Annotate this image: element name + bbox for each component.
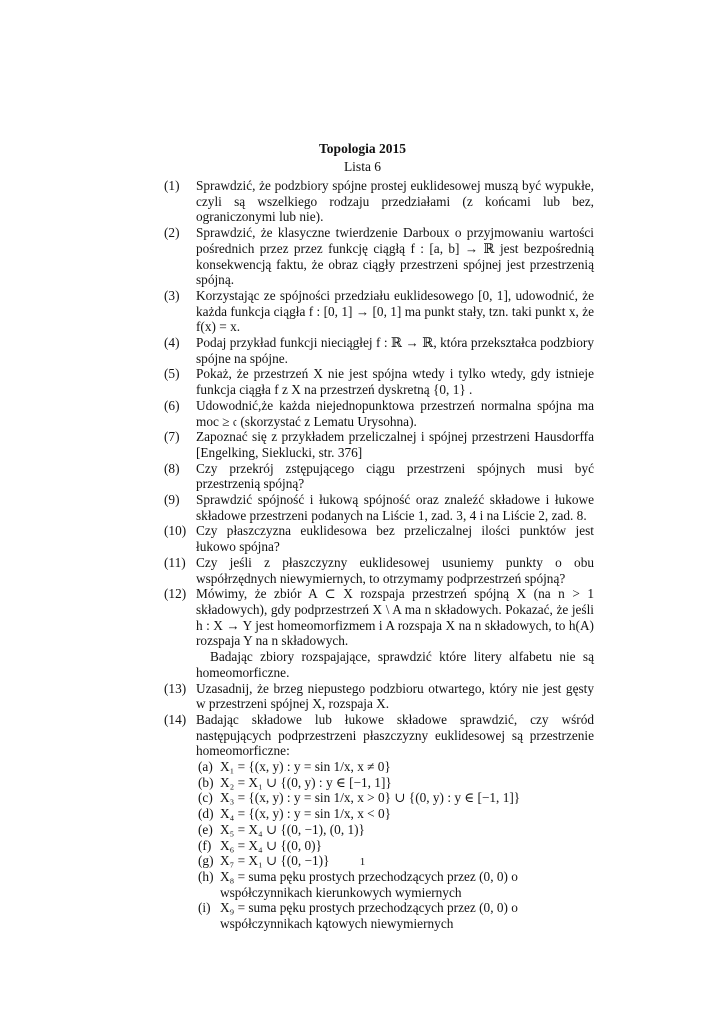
subitem-label: (c) — [198, 790, 213, 806]
subitem — [196, 806, 594, 822]
subitem-label: (f) — [198, 837, 212, 853]
page-number: 1 — [359, 856, 366, 868]
problem-item — [164, 398, 594, 429]
subitem-text: X₉ = suma pęku prostych przechodzących przez (0, 0) o współczynnikach kątowych niewymiernych — [220, 900, 518, 932]
subitem-text: X₁ = {(x, y) : y = sin 1/x, x ≠ 0} — [220, 759, 391, 775]
problem-text: Korzystając ze spójności przedziału euklidesowego [0, 1], udowodnić, że każda funkcja ciągła f : [0, 1] → [0, 1] ma punkt stały, tzn. taki punkt x, że f(x) = x. — [196, 287, 594, 335]
problem-number: (14) — [164, 711, 187, 727]
problem-number: (3) — [164, 287, 180, 303]
problem-text: Czy przekrój zstępującego ciągu przestrzeni spójnych musi być przestrzenią spójną? — [196, 460, 594, 492]
problem-list — [164, 178, 594, 932]
problem-item — [164, 523, 594, 554]
subitem — [196, 822, 594, 838]
subitem-label: (i) — [198, 900, 211, 916]
subitem-label: (e) — [198, 821, 213, 837]
problem-item — [164, 492, 594, 523]
problem-item — [164, 555, 594, 586]
subitem-label: (d) — [198, 806, 214, 822]
problem-item — [164, 586, 594, 680]
subitem-text: X₅ = X₄ ∪ {(0, −1), (0, 1)} — [220, 821, 365, 837]
problem-note: Badając zbiory rozspajające, sprawdzić które litery alfabetu nie są homeomorficzne. — [196, 649, 594, 680]
problem-item — [164, 366, 594, 397]
subitem — [196, 869, 594, 900]
problem-number: (7) — [164, 429, 180, 445]
problem-item — [164, 225, 594, 288]
subitem-text: X₈ = suma pęku prostych przechodzących przez (0, 0) o współczynnikach kierunkowych wymiernych — [220, 868, 518, 900]
subitem — [196, 900, 594, 931]
subitem-text: X₇ = X₁ ∪ {(0, −1)} — [220, 853, 330, 869]
problem-item — [164, 461, 594, 492]
problem-number: (2) — [164, 225, 180, 241]
subitem-label: (g) — [198, 853, 214, 869]
subitem — [196, 775, 594, 791]
problem-text: Zapoznać się z przykładem przeliczalnej i spójnej przestrzeni Hausdorffa [Engelking, Sieklucki, str. 376] — [196, 429, 594, 460]
problem-number: (10) — [164, 523, 187, 539]
problem-text: Czy jeśli z płaszczyzny euklidesowej usuniemy punkty o obu współrzędnych niewymiernych, to otrzymamy podprzestrzeń spójną? — [196, 554, 594, 586]
problem-number: (8) — [164, 460, 180, 476]
problem-number: (12) — [164, 586, 187, 602]
subitem — [196, 790, 594, 806]
problem-text: Sprawdzić, że klasyczne twierdzenie Darboux o przyjmowaniu wartości pośrednich przez przez funkcję ciągłą f : [a, b] → ℝ jest bezpośrednią konsekwencją faktu, że obraz ciągły przestrzeni spójnej jest przestrzenią spójną. — [196, 225, 594, 288]
problem-item — [164, 681, 594, 712]
subitem — [196, 759, 594, 775]
problem-text: Czy płaszczyzna euklidesowa bez przeliczalnej ilości punktów jest łukowo spójna? — [196, 523, 594, 555]
problem-number: (1) — [164, 178, 180, 193]
problem-item — [164, 178, 594, 225]
problem-text: Mówimy, że zbiór A ⊂ X rozspaja przestrzeń spójną X (na n > 1 składowych), gdy podprzestrzeń X \ A ma n składowych. Pokazać, że jeśli h : X → Y jest homeomorfizmem i A rozspaja X na n składowych, to h(A) rozspaja Y na n składowych. — [196, 586, 594, 649]
page-subtitle: Lista 6 — [343, 159, 382, 174]
problem-item — [164, 712, 594, 932]
problem-item — [164, 288, 594, 335]
problem-text: Pokaż, że przestrzeń X nie jest spójna wtedy i tylko wtedy, gdy istnieje funkcja ciągła f z X na przestrzeń dyskretną {0, 1} . — [196, 366, 594, 398]
subitem-label: (h) — [198, 868, 214, 884]
subitem-list — [196, 759, 594, 932]
subitem-text: X₆ = X₄ ∪ {(0, 0)} — [220, 837, 322, 853]
page-title: Topologia 2015 — [319, 141, 406, 156]
problem-number: (11) — [164, 554, 186, 570]
problem-number: (6) — [164, 397, 180, 413]
subitem-text: X₃ = {(x, y) : y = sin 1/x, x > 0} ∪ {(0, y) : y ∈ [−1, 1]} — [220, 790, 521, 806]
problem-number: (4) — [164, 335, 180, 351]
problem-text: Uzasadnij, że brzeg niepustego podzbioru otwartego, który nie jest gęsty w przestrzeni spójnej X, rozspaja X. — [196, 680, 594, 712]
subitem-text: X₄ = {(x, y) : y = sin 1/x, x < 0} — [220, 806, 392, 822]
problem-text: Sprawdzić spójność i łukową spójność oraz znaleźć składowe i łukowe składowe przestrzeni podanych na Liście 1, zad. 3, 4 i na Liście 2, zad. 8. — [196, 492, 594, 523]
problem-text: Badając składowe lub łukowe składowe sprawdzić, czy wśród następujących podprzestrzeni płaszczyzny euklidesowej są przestrzenie homeomorficzne: — [196, 711, 594, 759]
problem-item — [164, 429, 594, 460]
page-header — [0, 140, 725, 175]
problem-number: (13) — [164, 680, 187, 696]
problem-text: Podaj przykład funkcji nieciągłej f : ℝ → ℝ, która przekształca podzbiory spójne na spójne. — [196, 335, 594, 366]
problem-text: Sprawdzić, że podzbiory spójne prostej euklidesowej muszą być wypukłe, czyli są wszelkiego rodzaju przedziałami (z końcami lub bez, ograniczonymi lub nie). — [196, 178, 594, 225]
problem-number: (9) — [164, 492, 180, 508]
subitem — [196, 838, 594, 854]
problem-text: Udowodnić,że każda niejednopunktowa przestrzeń normalna spójna ma moc ≥ 𝔠 (skorzystać z Lematu Urysohna). — [196, 397, 594, 429]
subitem-label: (a) — [198, 759, 213, 775]
problem-item — [164, 335, 594, 366]
subitem-label: (b) — [198, 774, 214, 790]
problem-number: (5) — [164, 366, 180, 382]
subitem-text: X₂ = X₁ ∪ {(0, y) : y ∈ [−1, 1]} — [220, 774, 392, 790]
